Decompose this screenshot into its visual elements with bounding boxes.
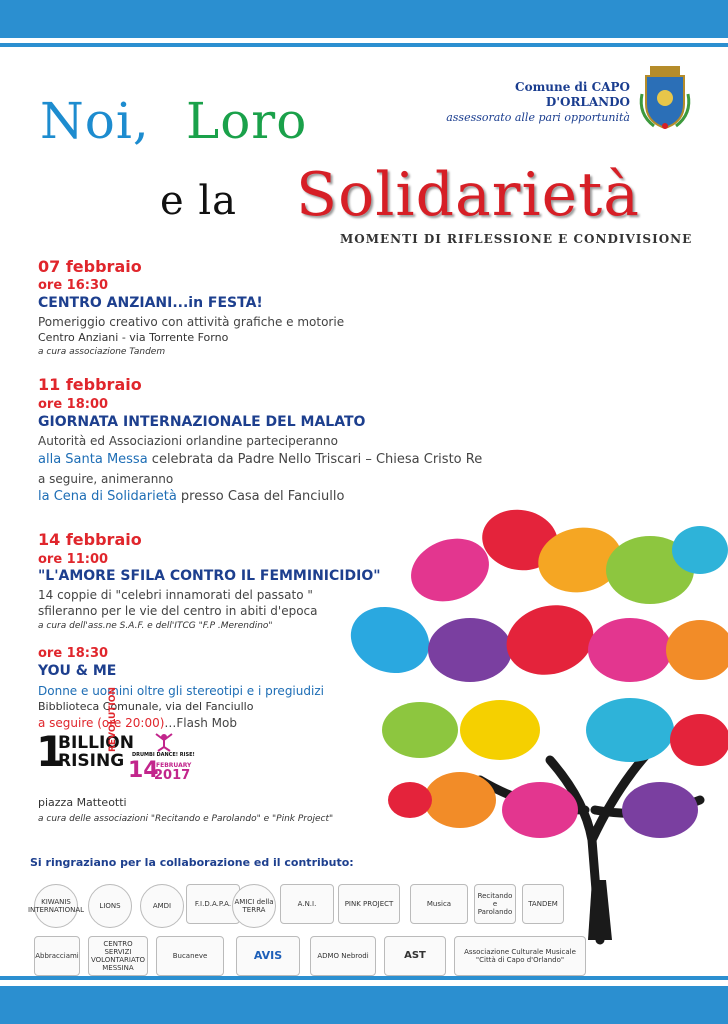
title-e-la: e la <box>160 178 238 224</box>
obr-rising: RISING <box>58 751 125 771</box>
event2-line1: Autorità ed Associazioni orlandine parteciperanno <box>38 434 338 448</box>
department-name: assessorato alle pari opportunità <box>446 111 630 124</box>
sponsor-music-logo: Musica <box>410 884 468 924</box>
sponsor-ast-logo: AST <box>384 936 446 976</box>
event2-dinner: la Cena di Solidarietà <box>38 489 177 504</box>
event2-dinner-detail: presso Casa del Fanciullo <box>176 489 345 504</box>
bottom-band <box>0 986 728 1024</box>
bottom-band-line <box>0 976 728 980</box>
event3-time: ore 11:00 <box>38 552 109 567</box>
event2-line3: a seguire, animeranno <box>38 472 174 486</box>
municipality-header <box>440 80 630 125</box>
top-band <box>0 0 728 38</box>
event2-line4 <box>38 489 344 504</box>
sponsor-bucaneve-logo: Bucaneve <box>156 936 224 976</box>
event4-organizer: a cura delle associazioni "Recitando e Parolando" e "Pink Project" <box>38 814 334 824</box>
event2-title: GIORNATA INTERNAZIONALE DEL MALATO <box>38 414 366 430</box>
event4-place: piazza Matteotti <box>38 796 127 809</box>
sponsor-pink-project-logo: PINK PROJECT <box>338 884 400 924</box>
event4-follow-time: (ore 20:00) <box>93 716 165 730</box>
sponsor-kiwanis-logo: KIWANIS INTERNATIONAL <box>34 884 78 928</box>
event2-mass: alla Santa Messa <box>38 452 148 467</box>
obr-one: 1 <box>36 727 66 776</box>
event4-flashmob: …Flash Mob <box>164 716 237 730</box>
sponsor-avis-logo: AVIS <box>236 936 300 976</box>
sponsor-fidapa-logo: F.I.D.A.P.A. <box>186 884 240 924</box>
event4-line2: Bibblioteca Comunale, via del Fanciullo <box>38 700 254 713</box>
hands-group <box>341 504 728 838</box>
sponsor-music-association-logo: Associazione Culturale Musicale "Città di Capo d'Orlando" <box>454 936 586 976</box>
event1-time: ore 16:30 <box>38 278 109 293</box>
obr-dancer-icon <box>144 732 184 752</box>
event3-line1: 14 coppie di "celebri innamorati del passato " <box>38 588 313 602</box>
obr-day: 14 <box>128 758 159 783</box>
obr-year: 2017 <box>154 768 191 783</box>
sponsor-csv-messina-logo: CENTRO SERVIZI VOLONTARIATO MESSINA <box>88 936 148 976</box>
event3-date: 14 febbraio <box>38 530 142 549</box>
obr-revolution: REVOLUTION <box>108 687 118 752</box>
sponsor-recitando-logo: Recitando e Parolando <box>474 884 516 924</box>
obr-month: FEBRUARY <box>156 762 192 769</box>
tree-of-hands-illustration <box>330 480 728 940</box>
event4-line3 <box>38 716 237 730</box>
title-loro: Loro <box>186 92 308 150</box>
event2-date: 11 febbraio <box>38 375 142 394</box>
obr-billion: BILLION <box>58 733 134 753</box>
event4-line1: Donne e uomini oltre gli stereotipi e i pregiudizi <box>38 684 324 698</box>
sponsor-tandem-logo: TANDEM <box>522 884 564 924</box>
sponsor-ani-logo: A.N.I. <box>280 884 334 924</box>
event4-time: ore 18:30 <box>38 646 109 661</box>
event2-line2 <box>38 452 482 467</box>
event2-mass-detail: celebrata da Padre Nello Triscari – Chiesa Cristo Re <box>147 452 483 467</box>
event3-line2: sfileranno per le vie del centro in abiti d'epoca <box>38 604 318 618</box>
event2-time: ore 18:00 <box>38 397 109 412</box>
municipality-name: Comune di CAPO D'ORLANDO <box>515 80 630 109</box>
obr-slogan: DRUMBI DANCE! RISE! <box>132 752 195 758</box>
municipality-crest-icon <box>636 64 694 130</box>
sponsor-admo-logo: ADMO Nebrodi <box>310 936 376 976</box>
event1-title: CENTRO ANZIANI...in FESTA! <box>38 295 263 311</box>
top-band-line <box>0 43 728 47</box>
event1-description: Pomeriggio creativo con attività grafiche e motorie <box>38 315 345 329</box>
event4-follow: a seguire <box>38 716 94 730</box>
sponsor-lions-logo: LIONS <box>88 884 132 928</box>
title-noi: Noi, <box>40 92 150 150</box>
event3-title: "L'AMORE SFILA CONTRO IL FEMMINICIDIO" <box>38 568 381 584</box>
title-tagline: MOMENTI DI RIFLESSIONE E CONDIVISIONE <box>340 232 693 246</box>
sponsor-amici-terra-logo: AMICI della TERRA <box>232 884 276 928</box>
event1-date: 07 febbraio <box>38 257 142 276</box>
event1-place: Centro Anziani - via Torrente Forno <box>38 331 229 344</box>
thanks-heading: Si ringraziano per la collaborazione ed il contributo: <box>30 856 354 869</box>
title-solidarieta: Solidarietà <box>296 160 641 230</box>
event3-organizer: a cura dell'ass.ne S.A.F. e dell'ITCG "F.P .Merendino" <box>38 621 273 631</box>
event1-organizer: a cura associazione Tandem <box>38 347 166 357</box>
sponsor-amdi-logo: AMDI <box>140 884 184 928</box>
sponsor-abbracciami-logo: Abbracciami <box>34 936 80 976</box>
event4-title: YOU & ME <box>38 663 117 679</box>
